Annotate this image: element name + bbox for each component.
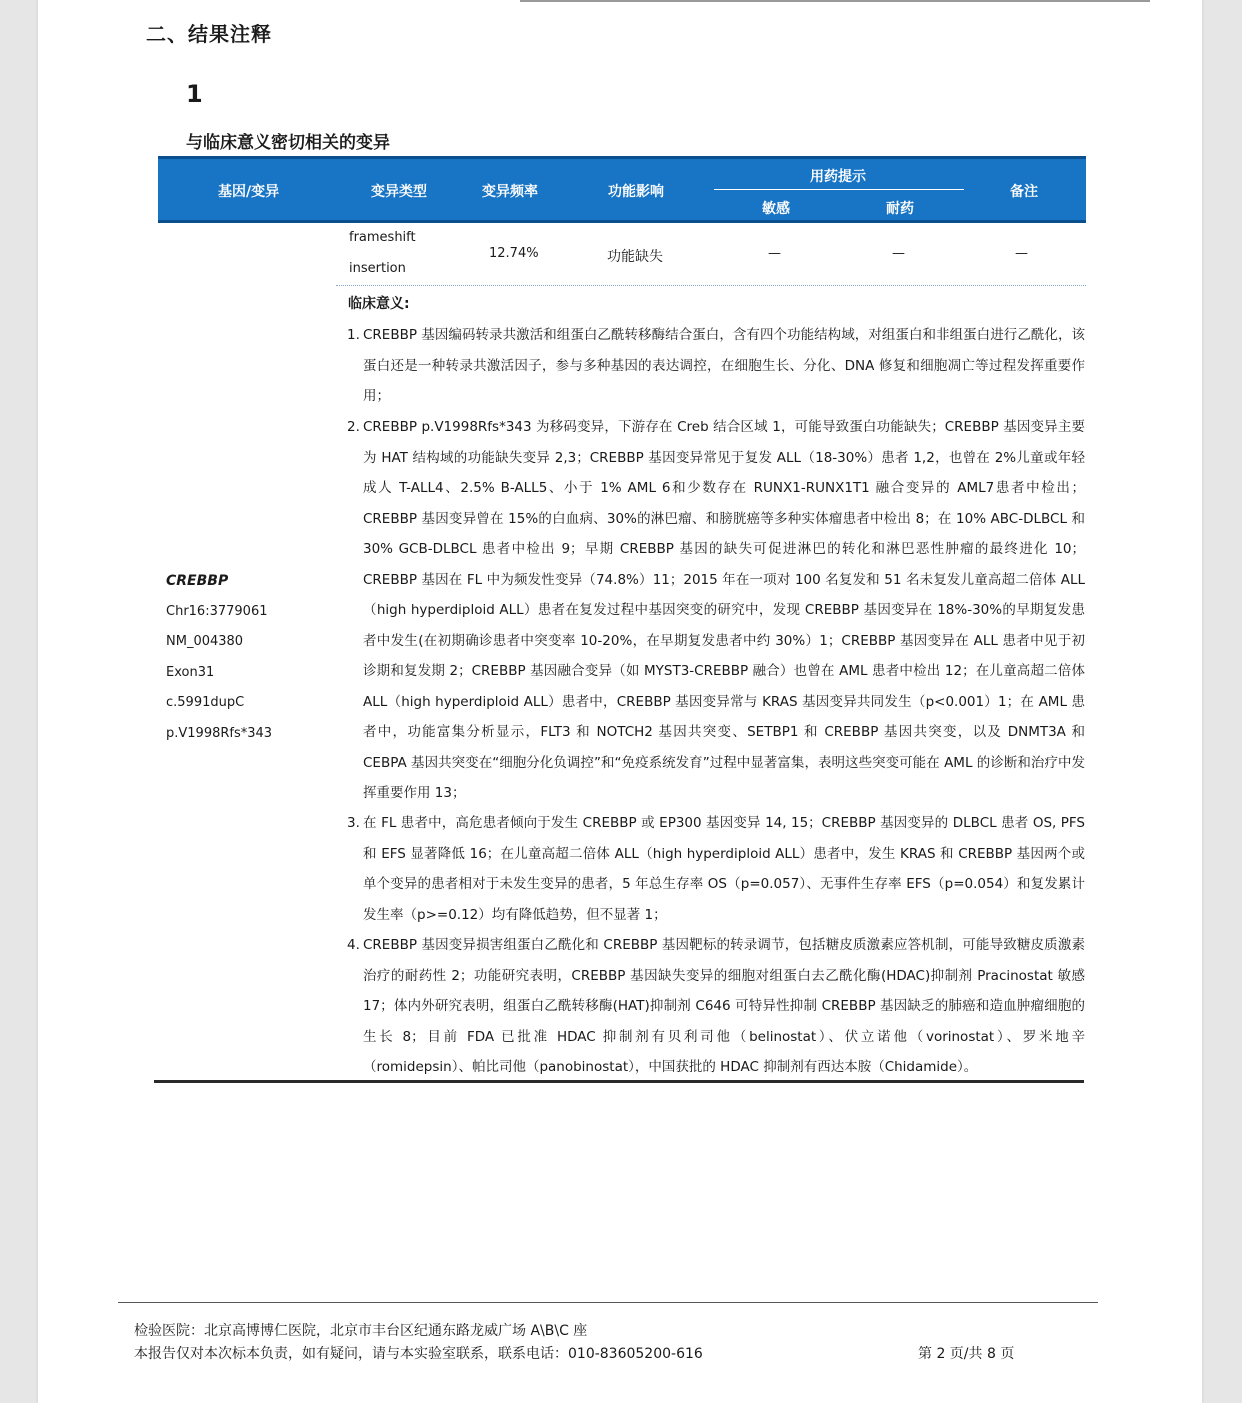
paragraph-number: 4. xyxy=(347,937,360,953)
paragraph-number: 3. xyxy=(347,815,360,831)
paragraph-number: 1. xyxy=(347,327,360,343)
clinical-paragraph-1 xyxy=(347,320,1085,412)
cell-freq: 12.74% xyxy=(489,246,539,261)
gene-transcript: NM_004380 xyxy=(166,634,244,649)
top-divider xyxy=(520,0,1150,2)
col-resistant: 耐药 xyxy=(886,201,914,217)
col-effect: 功能影响 xyxy=(608,184,664,200)
item-number: 1 xyxy=(186,80,203,108)
paragraph-text: 在 FL 患者中，高危患者倾向于发生 CREBBP 或 EP300 基因变异 14, 15；CREBBP 基因变异的 DLBCL 患者 OS, PFS 和 EFS 显著降低 16；在儿童高超二倍体 ALL（high hyperdiploid ALL）患者中，发生 KRAS 和 CREBBP 基因两个或单个变异的患者相对于未发生变异的患者，5 年总生存率 OS（p=0.057）、无事件生存率 EFS（p=0.054）和复发累计发生率（p>=0.12）均有降低趋势，但不显著 1； xyxy=(363,815,1085,923)
footer-disclaimer: 本报告仅对本次标本负责，如有疑问，请与本实验室联系，联系电话：010-83605200-616 xyxy=(134,1346,703,1362)
section-title: 二、结果注释 xyxy=(146,22,272,46)
cell-note: — xyxy=(1015,246,1028,261)
cell-sensitive: — xyxy=(768,246,781,261)
paragraph-text: CREBBP p.V1998Rfs*343 为移码变异，下游存在 Creb 结合区域 1，可能导致蛋白功能缺失；CREBBP 基因变异主要为 HAT 结构域的功能缺失变异 2,3；CREBBP 基因变异常见于复发 ALL（18-30%）患者 1,2，也曾在 2%儿童或年轻成人 T-ALL4、2.5% B-ALL5、小于 1% AML 6和少数存在 RUNX1-RUNX1T1 融合变异的 AML7患者中检出；CREBBP 基因变异曾在 15%的白血病、30%的淋巴瘤、和膀胱癌等多种实体瘤患者中检出 8；在 10% ABC-DLBCL 和 30% GCB-DLBCL 患者中检出 9；早期 CREBBP 基因的缺失可促进淋巴的转化和淋巴恶性肿瘤的最终进化 10；CREBBP 基因在 FL 中为频发性变异（74.8%）11；2015 年在一项对 100 名复发和 51 名未复发儿童高超二倍体 ALL（high hyperdiploid ALL）患者在复发过程中基因突变的研究中，发现 CREBBP 基因变异在 18%-30%的早期复发患者中发生(在初期确诊患者中突变率 10-20%，在早期复发患者中约 30%）1；CREBBP 基因变异在 ALL 患者中见于初诊期和复发期 2；CREBBP 基因融合变异（如 MYST3-CREBBP 融合）也曾在 AML 患者中检出 12；在儿童高超二倍体 ALL（high hyperdiploid ALL）患者中，CREBBP 基因变异常与 KRAS 基因变异共同发生（p<0.001）1；在 AML 患者中，功能富集分析显示，FLT3 和 NOTCH2 基因共突变、SETBP1 和 CREBBP 基因共突变，以及 DNMT3A 和 CEBPA 基因共突变在“细胞分化负调控”和“免疫系统发育”过程中显著富集，表明这些突变可能在 AML 的诊断和治疗中发挥重要作用 13； xyxy=(363,419,1085,801)
footer-divider xyxy=(118,1302,1098,1303)
cell-effect: 功能缺失 xyxy=(607,249,663,265)
table-subtitle: 与临床意义密切相关的变异 xyxy=(186,133,390,153)
clinical-paragraph-2 xyxy=(347,412,1085,809)
cell-resistant: — xyxy=(892,246,905,261)
col-note: 备注 xyxy=(1010,184,1038,200)
gene-symbol: CREBBP xyxy=(166,573,229,589)
col-drug: 用药提示 xyxy=(810,169,866,185)
table-bottom-rule xyxy=(154,1080,1084,1083)
clinical-paragraph-4 xyxy=(347,930,1085,1083)
gene-chr: Chr16:3779061 xyxy=(166,603,268,619)
cell-type-line1: frameshift xyxy=(349,230,416,245)
footer-hospital: 检验医院：北京高博博仁医院，北京市丰台区纪通东路龙威广场 A\B\C 座 xyxy=(134,1323,588,1339)
clinical-label: 临床意义: xyxy=(348,296,410,312)
gene-exon: Exon31 xyxy=(166,664,215,680)
cell-type-line2: insertion xyxy=(349,261,406,276)
report-page xyxy=(38,0,1202,1403)
gene-info xyxy=(166,566,272,749)
col-type: 变异类型 xyxy=(371,184,427,200)
col-sensitive: 敏感 xyxy=(762,201,790,217)
gene-protein: p.V1998Rfs*343 xyxy=(166,725,273,741)
paragraph-number: 2. xyxy=(347,419,360,435)
header-subrule xyxy=(714,189,964,190)
col-freq: 变异频率 xyxy=(482,184,538,200)
paragraph-text: CREBBP 基因变异损害组蛋白乙酰化和 CREBBP 基因靶标的转录调节，包括糖皮质激素应答机制，可能导致糖皮质激素治疗的耐药性 2；功能研究表明，CREBBP 基因缺失变异的细胞对组蛋白去乙酰化酶(HDAC)抑制剂 Pracinostat 敏感 17；体内外研究表明，组蛋白乙酰转移酶(HAT)抑制剂 C646 可特异性抑制 CREBBP 基因缺乏的肺癌和造血肿瘤细胞的生长 8；目前 FDA 已批准 HDAC 抑制剂有贝利司他（belinostat）、伏立诺他（vorinostat）、罗米地辛（romidepsin）、帕比司他（panobinostat），中国获批的 HDAC 抑制剂有西达本胺（Chidamide）。 xyxy=(363,937,1085,1075)
gene-cdna: c.5991dupC xyxy=(166,695,245,710)
row-separator xyxy=(336,285,1086,287)
table-header xyxy=(158,156,1086,223)
clinical-paragraph-3 xyxy=(347,808,1085,930)
col-gene: 基因/变异 xyxy=(218,184,280,200)
paragraph-text: CREBBP 基因编码转录共激活和组蛋白乙酰转移酶结合蛋白，含有四个功能结构域，对组蛋白和非组蛋白进行乙酰化，该蛋白还是一种转录共激活因子，参与多种基因的表达调控，在细胞生长、分化、DNA 修复和细胞凋亡等过程发挥重要作用； xyxy=(363,327,1085,404)
page-number: 第 2 页/共 8 页 xyxy=(918,1346,1015,1362)
